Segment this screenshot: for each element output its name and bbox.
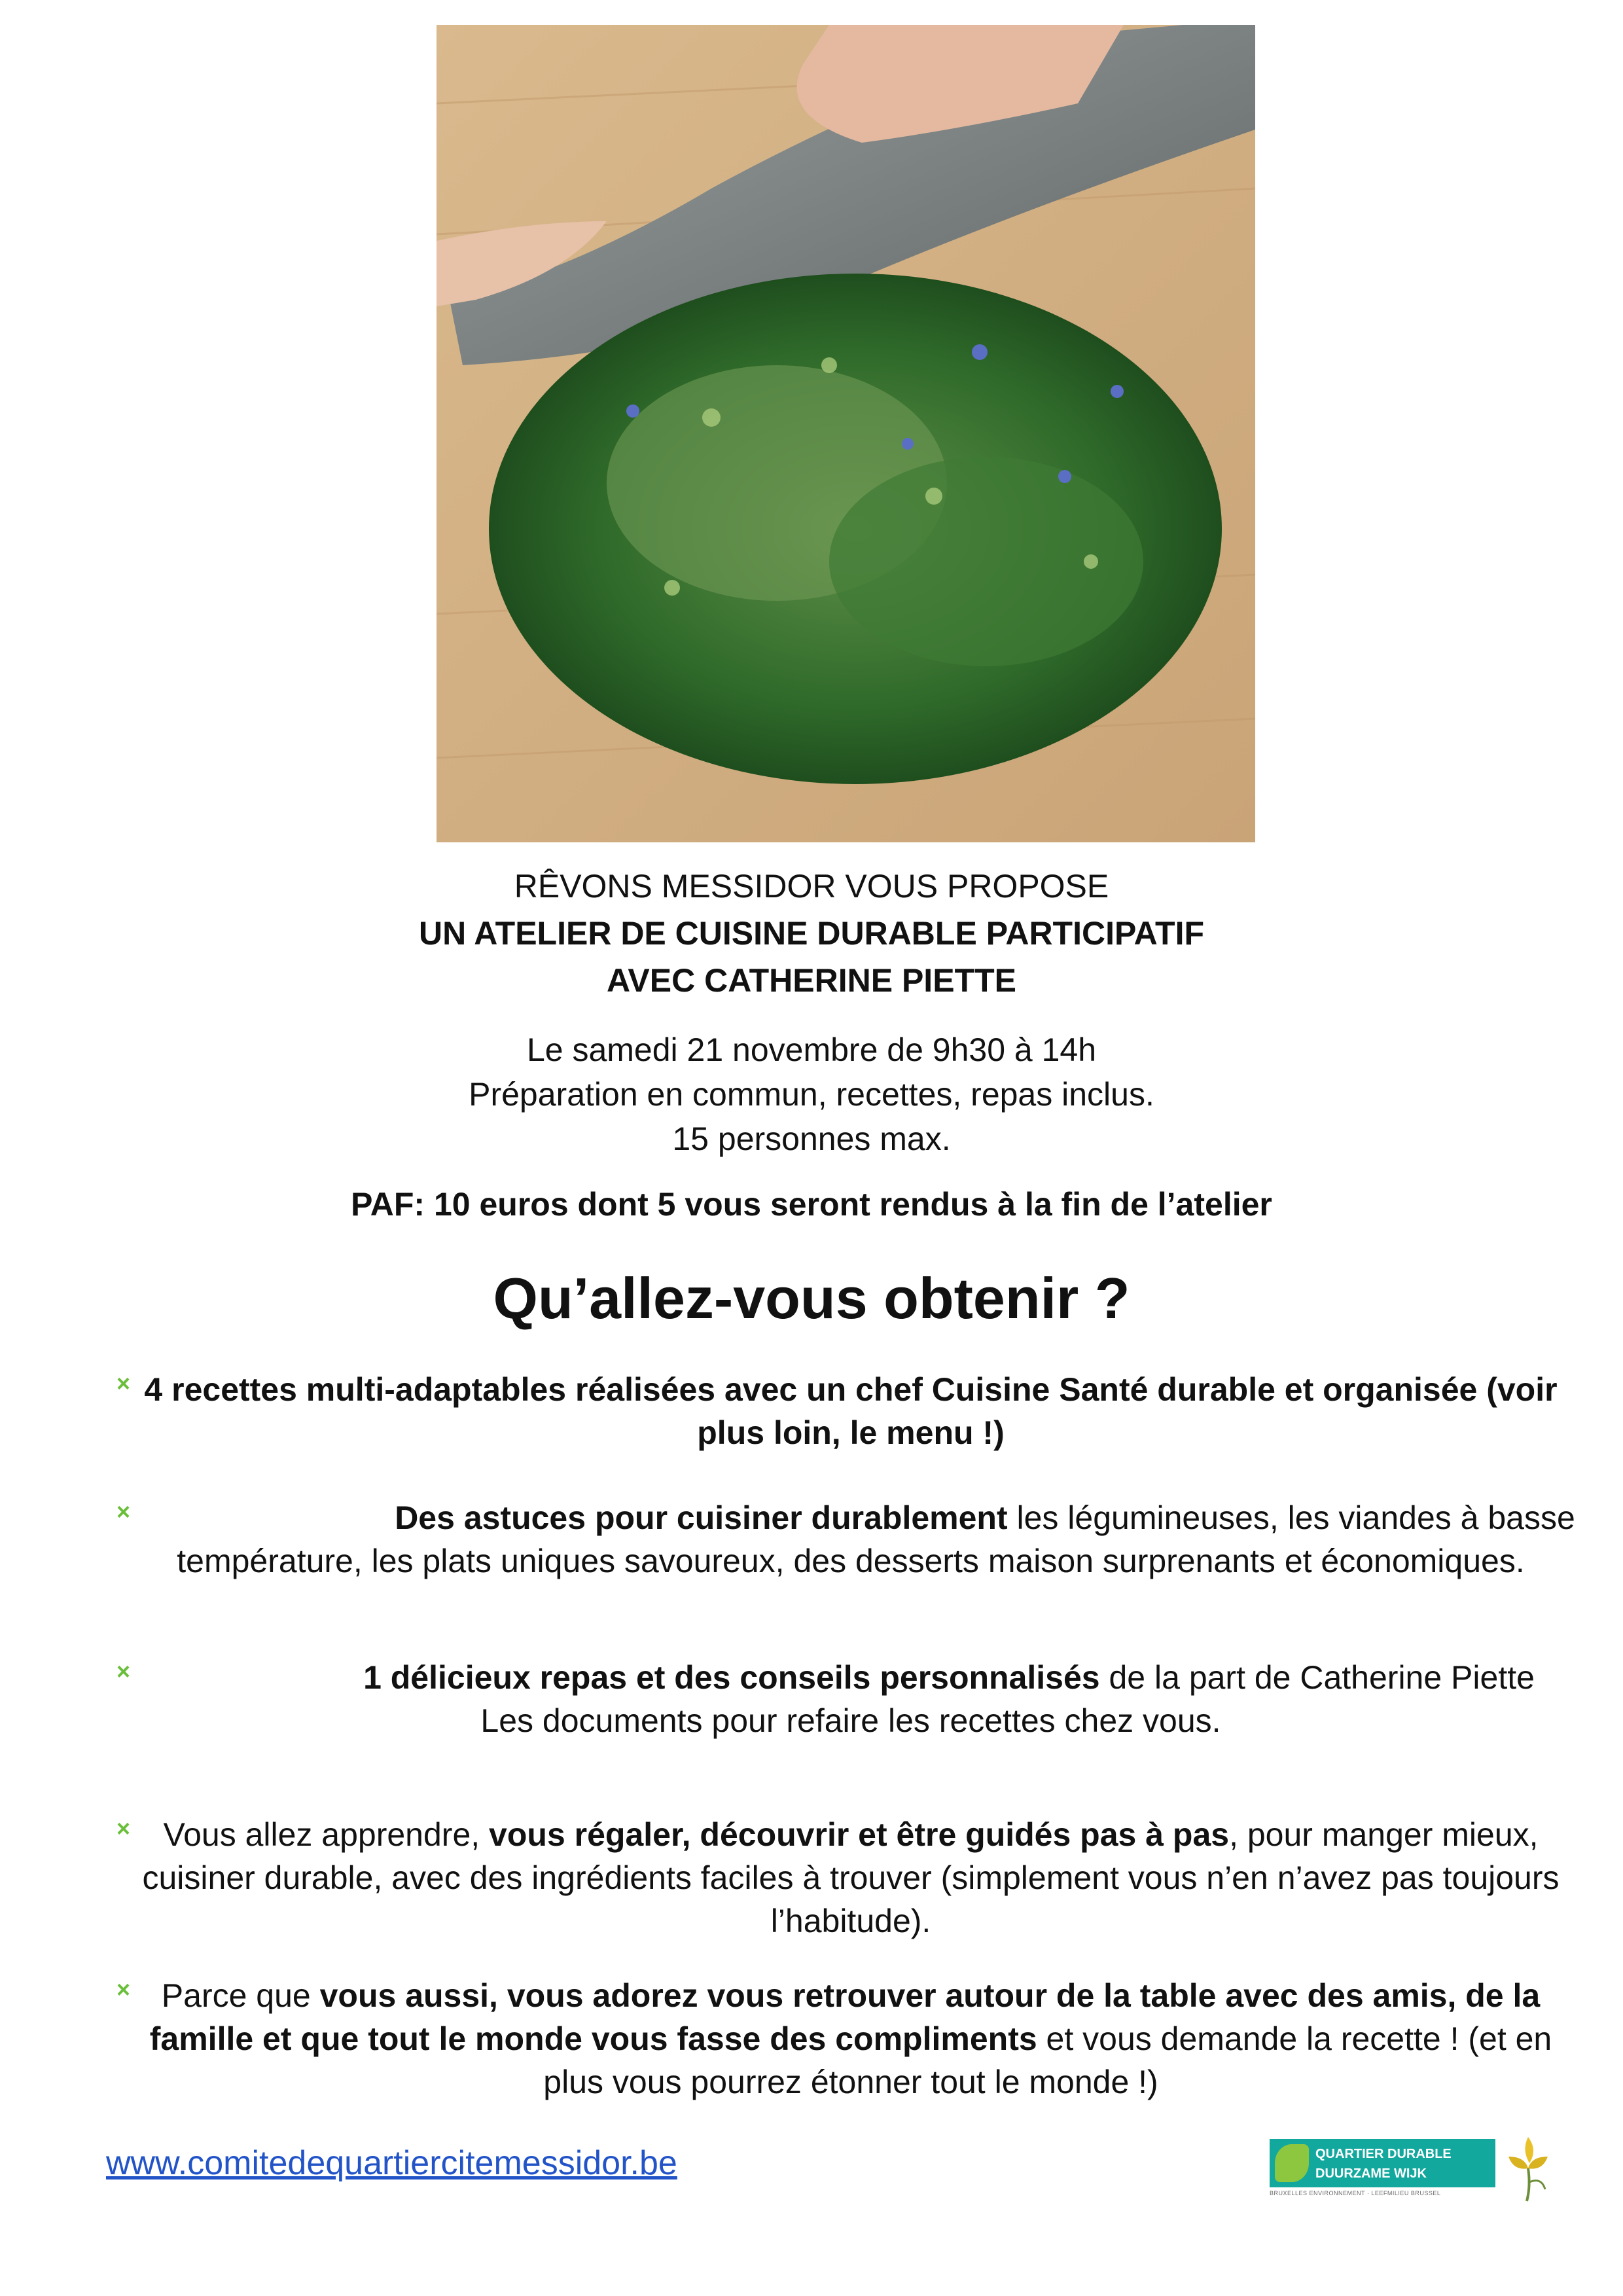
benefit-text: Parce que bbox=[161, 1977, 320, 2014]
benefit-text-line2: Les documents pour refaire les recettes chez vous. bbox=[480, 1702, 1221, 1739]
logo-subtitle: BRUXELLES ENVIRONNEMENT · LEEFMILIEU BRUSSEL bbox=[1270, 2190, 1441, 2197]
bullet-cross-icon: × bbox=[116, 1976, 131, 2003]
bullet-cross-icon: × bbox=[116, 1370, 131, 1397]
organizer-line: RÊVONS MESSIDOR VOUS PROPOSE bbox=[514, 868, 1109, 905]
section-heading: Qu’allez-vous obtenir ? bbox=[493, 1266, 1130, 1331]
benefit-text: les légumineuses, les viandes à basse température, les plats uniques savoureux, des desserts maison surprenants et économiques. bbox=[177, 1499, 1575, 1579]
event-description: Préparation en commun, recettes, repas inclus. bbox=[469, 1076, 1154, 1113]
price-line: PAF: 10 euros dont 5 vous seront rendus à la fin de l’atelier bbox=[351, 1186, 1272, 1223]
workshop-title: UN ATELIER DE CUISINE DURABLE PARTICIPATIF bbox=[419, 915, 1204, 952]
benefit-text: Vous allez apprendre, bbox=[163, 1816, 490, 1853]
benefit-item bbox=[118, 1496, 1584, 1583]
benefit-bold: vous aussi, vous adorez vous retrouver autour de la table avec des amis, de la famille et que tout le monde vous fasse des compliments bbox=[149, 1977, 1541, 2057]
website-link[interactable]: www.comitedequartiercitemessidor.be bbox=[106, 2144, 677, 2182]
benefit-bold: Des astuces pour cuisiner durablement bbox=[395, 1499, 1008, 1536]
bullet-cross-icon: × bbox=[116, 1815, 131, 1842]
event-date: Le samedi 21 novembre de 9h30 à 14h bbox=[526, 1031, 1097, 1068]
chopped-herbs-photo bbox=[437, 25, 1255, 842]
benefit-bold: vous régaler, découvrir et être guidés pas à pas bbox=[489, 1816, 1230, 1853]
iris-icon bbox=[1502, 2130, 1554, 2202]
host-line: AVEC CATHERINE PIETTE bbox=[607, 962, 1016, 999]
benefit-item bbox=[118, 1656, 1584, 1742]
quartier-durable-logo bbox=[1270, 2127, 1558, 2212]
benefit-bold: 1 délicieux repas et des conseils personnalisés bbox=[363, 1659, 1100, 1696]
bullet-cross-icon: × bbox=[116, 1498, 131, 1525]
leaf-icon bbox=[1275, 2144, 1309, 2182]
benefit-text: de la part de Catherine Piette bbox=[1099, 1659, 1535, 1696]
event-capacity: 15 personnes max. bbox=[672, 1121, 951, 1157]
logo-line2: DUURZAME WIJK bbox=[1315, 2166, 1427, 2181]
benefit-bold: 4 recettes multi-adaptables réalisées avec un chef Cuisine Santé durable et organisée (voir plus loin, le menu !) bbox=[144, 1371, 1558, 1451]
benefit-item bbox=[118, 1368, 1584, 1454]
event-info bbox=[0, 1028, 1623, 1161]
bullet-cross-icon: × bbox=[116, 1658, 131, 1685]
logo-line1: QUARTIER DURABLE bbox=[1315, 2147, 1452, 2161]
benefit-item bbox=[118, 1813, 1584, 1943]
benefit-text: et vous demande la recette ! (et en plus vous pourrez étonner tout le monde !) bbox=[543, 2020, 1552, 2100]
benefit-item bbox=[118, 1974, 1584, 2104]
benefit-text: , pour manger mieux, cuisiner durable, avec des ingrédients faciles à trouver (simplement vous n’en n’avez pas toujours l’habitude). bbox=[142, 1816, 1560, 1939]
